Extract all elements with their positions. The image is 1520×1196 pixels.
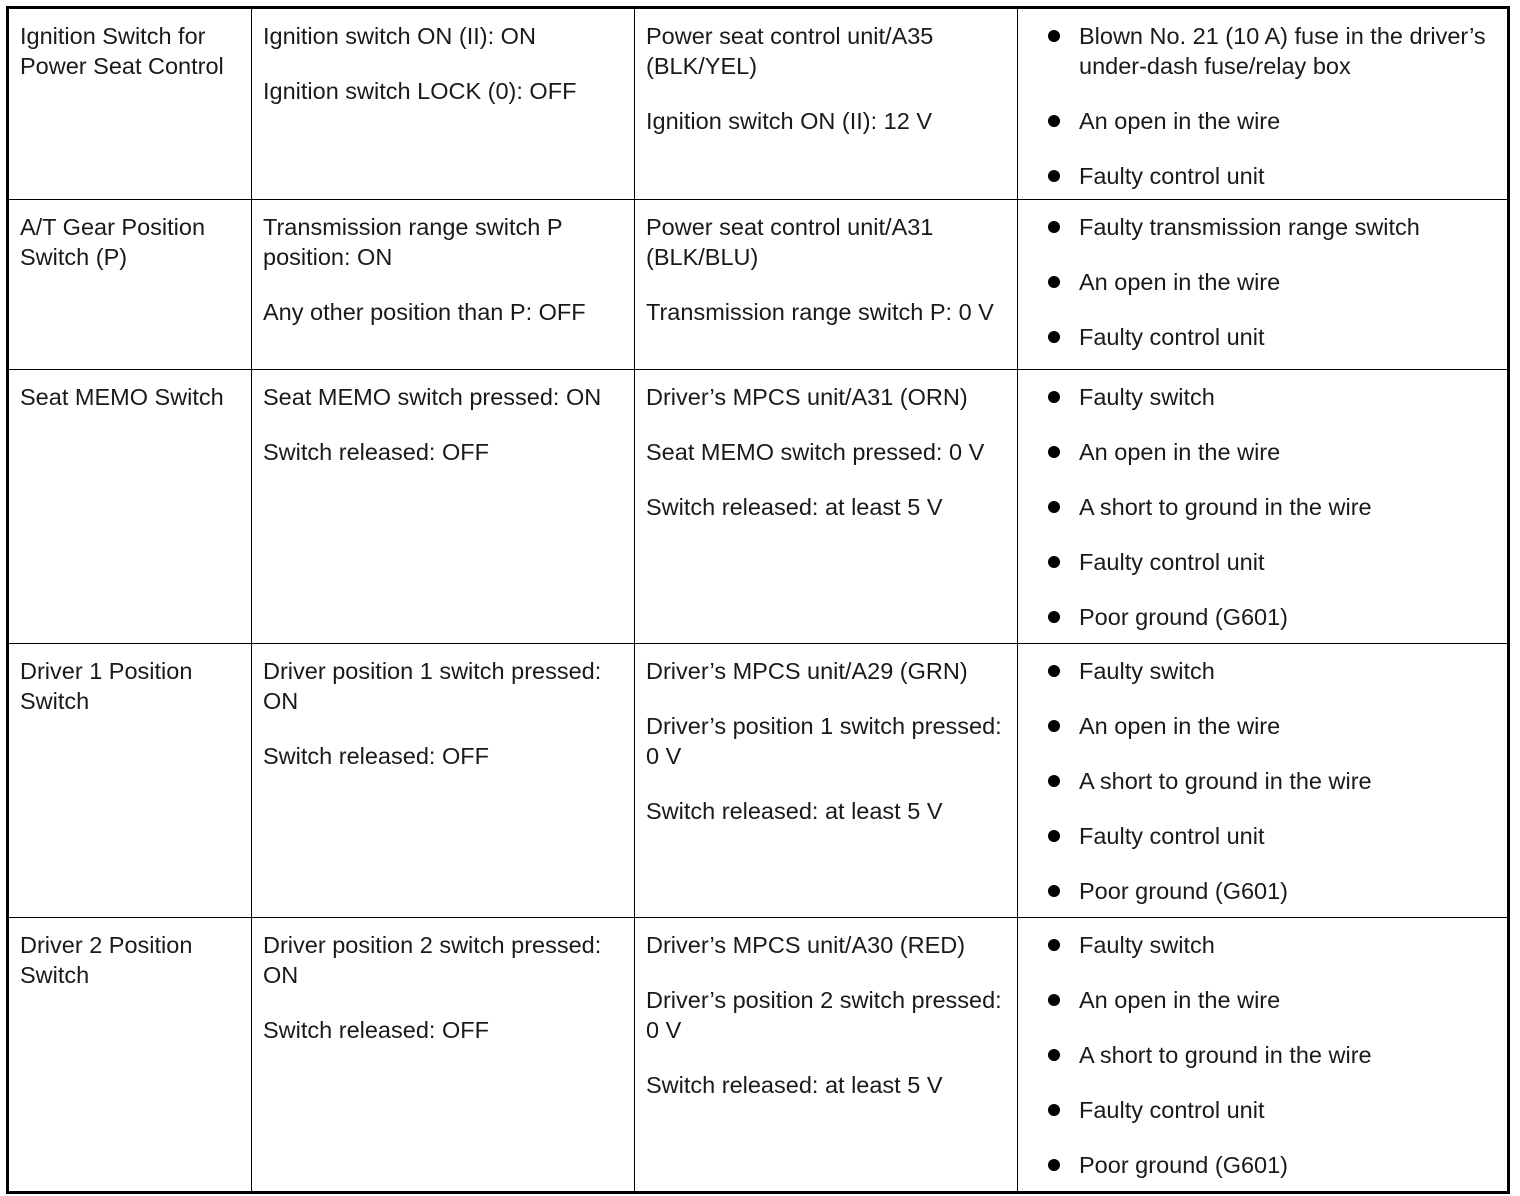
cause-text: An open in the wire [1079, 439, 1281, 465]
bullet-icon [1048, 556, 1060, 568]
bullet-icon [1048, 994, 1060, 1006]
list-item [1029, 711, 1497, 741]
bullet-icon [1048, 665, 1060, 677]
table-row [8, 644, 1509, 918]
test-text: Power seat control unit/A31 (BLK/BLU) [646, 214, 934, 270]
bullet-icon [1048, 30, 1060, 42]
switch-name: Driver 2 Position Switch [20, 932, 193, 988]
cause-text: Faulty switch [1079, 932, 1215, 958]
switch-name-cell [8, 200, 252, 370]
cause-text: An open in the wire [1079, 269, 1281, 295]
function-text: Ignition switch LOCK (0): OFF [263, 78, 577, 104]
test-cell [635, 644, 1018, 918]
bullet-icon [1048, 1049, 1060, 1061]
causes-cell [1018, 918, 1509, 1193]
cause-text: Faulty switch [1079, 658, 1215, 684]
list-item [1029, 930, 1497, 960]
bullet-icon [1048, 331, 1060, 343]
switch-name-cell [8, 918, 252, 1193]
bullet-icon [1048, 221, 1060, 233]
function-cell [252, 200, 635, 370]
test-text: Driver’s MPCS unit/A31 (ORN) [646, 384, 968, 410]
switch-name: Seat MEMO Switch [20, 384, 224, 410]
test-text: Driver’s position 1 switch pressed: 0 V [646, 713, 1002, 769]
causes-cell [1018, 370, 1509, 644]
bullet-icon [1048, 720, 1060, 732]
table-row [8, 8, 1509, 200]
bullet-icon [1048, 939, 1060, 951]
list-item [1029, 267, 1497, 297]
function-cell [252, 8, 635, 200]
bullet-icon [1048, 1104, 1060, 1116]
cause-text: An open in the wire [1079, 987, 1281, 1013]
test-text: Switch released: at least 5 V [646, 494, 943, 520]
bullet-icon [1048, 885, 1060, 897]
cause-text: An open in the wire [1079, 108, 1281, 134]
list-item [1029, 876, 1497, 906]
causes-list [1029, 656, 1497, 906]
bullet-icon [1048, 1159, 1060, 1171]
list-item [1029, 161, 1497, 191]
causes-list [1029, 21, 1497, 191]
list-item [1029, 106, 1497, 136]
function-text: Driver position 2 switch pressed: ON [263, 932, 602, 988]
function-text: Any other position than P: OFF [263, 299, 586, 325]
bullet-icon [1048, 830, 1060, 842]
function-text: Transmission range switch P position: ON [263, 214, 563, 270]
function-cell [252, 644, 635, 918]
table-row [8, 918, 1509, 1193]
cause-text: Faulty control unit [1079, 823, 1265, 849]
list-item [1029, 1095, 1497, 1125]
bullet-icon [1048, 501, 1060, 513]
list-item [1029, 985, 1497, 1015]
test-text: Driver’s MPCS unit/A30 (RED) [646, 932, 966, 958]
function-text: Ignition switch ON (II): ON [263, 23, 536, 49]
test-text: Power seat control unit/A35 (BLK/YEL) [646, 23, 934, 79]
test-cell [635, 200, 1018, 370]
function-text: Driver position 1 switch pressed: ON [263, 658, 602, 714]
bullet-icon [1048, 446, 1060, 458]
cause-text: Poor ground (G601) [1079, 878, 1289, 904]
function-text: Switch released: OFF [263, 439, 489, 465]
list-item [1029, 821, 1497, 851]
cause-text: Faulty control unit [1079, 1097, 1265, 1123]
switch-name-cell [8, 8, 252, 200]
cause-text: Faulty switch [1079, 384, 1215, 410]
switch-name: Ignition Switch for Power Seat Control [20, 23, 224, 79]
list-item [1029, 212, 1497, 242]
list-item [1029, 1040, 1497, 1070]
list-item [1029, 21, 1497, 81]
cause-text: A short to ground in the wire [1079, 768, 1372, 794]
causes-cell [1018, 8, 1509, 200]
bullet-icon [1048, 170, 1060, 182]
cause-text: Faulty control unit [1079, 163, 1265, 189]
table-row [8, 370, 1509, 644]
cause-text: A short to ground in the wire [1079, 1042, 1372, 1068]
cause-text: Poor ground (G601) [1079, 604, 1289, 630]
test-text: Transmission range switch P: 0 V [646, 299, 994, 325]
list-item [1029, 602, 1497, 632]
list-item [1029, 1150, 1497, 1180]
causes-cell [1018, 644, 1509, 918]
bullet-icon [1048, 611, 1060, 623]
cause-text: Blown No. 21 (10 A) fuse in the driver’s under-dash fuse/relay box [1079, 23, 1486, 79]
function-cell [252, 370, 635, 644]
function-cell [252, 918, 635, 1193]
list-item [1029, 766, 1497, 796]
switch-name: Driver 1 Position Switch [20, 658, 193, 714]
test-text: Seat MEMO switch pressed: 0 V [646, 439, 985, 465]
test-text: Driver’s position 2 switch pressed: 0 V [646, 987, 1002, 1043]
switch-name-cell [8, 644, 252, 918]
list-item [1029, 547, 1497, 577]
cause-text: Faulty control unit [1079, 549, 1265, 575]
bullet-icon [1048, 276, 1060, 288]
cause-text: Faulty control unit [1079, 324, 1265, 350]
test-text: Switch released: at least 5 V [646, 1072, 943, 1098]
list-item [1029, 322, 1497, 352]
test-text: Ignition switch ON (II): 12 V [646, 108, 933, 134]
table-row [8, 200, 1509, 370]
test-cell [635, 8, 1018, 200]
bullet-icon [1048, 115, 1060, 127]
test-cell [635, 370, 1018, 644]
causes-list [1029, 382, 1497, 632]
bullet-icon [1048, 775, 1060, 787]
cause-text: Faulty transmission range switch [1079, 214, 1420, 240]
test-text: Switch released: at least 5 V [646, 798, 943, 824]
list-item [1029, 382, 1497, 412]
list-item [1029, 656, 1497, 686]
switch-name: A/T Gear Position Switch (P) [20, 214, 206, 270]
causes-cell [1018, 200, 1509, 370]
test-cell [635, 918, 1018, 1193]
cause-text: Poor ground (G601) [1079, 1152, 1289, 1178]
bullet-icon [1048, 391, 1060, 403]
cause-text: A short to ground in the wire [1079, 494, 1372, 520]
causes-list [1029, 930, 1497, 1180]
function-text: Switch released: OFF [263, 743, 489, 769]
cause-text: An open in the wire [1079, 713, 1281, 739]
list-item [1029, 437, 1497, 467]
switch-name-cell [8, 370, 252, 644]
test-text: Driver’s MPCS unit/A29 (GRN) [646, 658, 968, 684]
causes-list [1029, 212, 1497, 352]
function-text: Switch released: OFF [263, 1017, 489, 1043]
function-text: Seat MEMO switch pressed: ON [263, 384, 602, 410]
diagnostic-table [6, 6, 1510, 1194]
list-item [1029, 492, 1497, 522]
